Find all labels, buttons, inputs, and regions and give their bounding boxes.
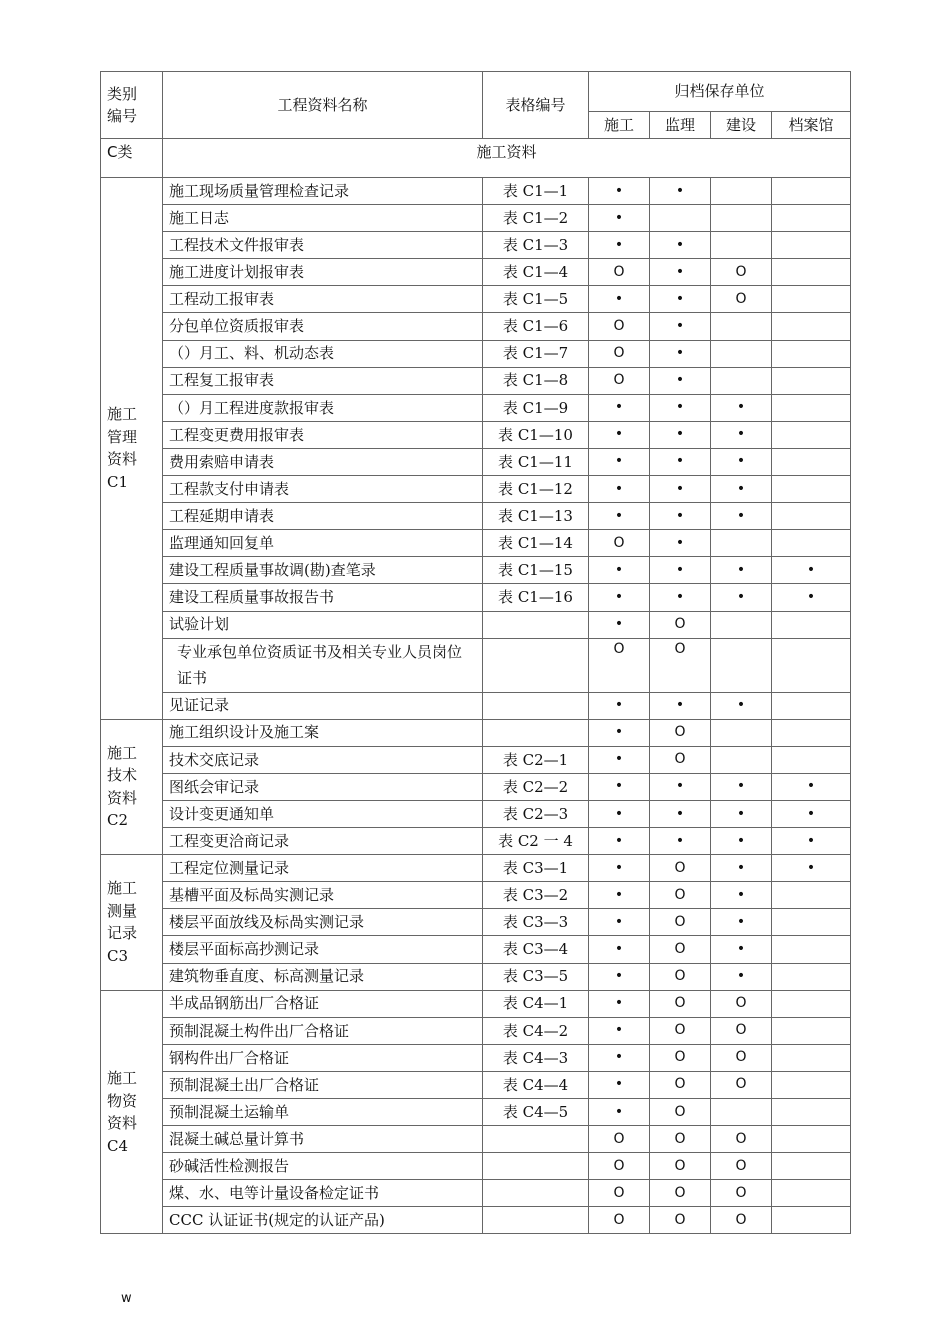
mark-supervision: O (650, 1017, 711, 1044)
mark-construction: • (589, 178, 650, 205)
mark-construction: • (589, 1099, 650, 1126)
mark-archive (772, 909, 851, 936)
mark-archive: • (772, 828, 851, 855)
table-row (101, 259, 851, 286)
mark-construction: • (589, 286, 650, 313)
section-c-code: C类 (101, 139, 163, 178)
mark-construction: • (589, 719, 650, 746)
mark-supervision: • (650, 557, 711, 584)
mark-owner (711, 313, 772, 340)
table-row (101, 367, 851, 394)
row-name: CCC 认证证书(规定的认证产品) (163, 1207, 483, 1234)
row-name: 试验计划 (163, 611, 483, 638)
mark-construction: • (589, 557, 650, 584)
row-name: 工程变更费用报审表 (163, 421, 483, 448)
table-row (101, 963, 851, 990)
mark-owner: O (711, 286, 772, 313)
row-form-code: 表 C4—2 (483, 1017, 589, 1044)
mark-supervision: • (650, 178, 711, 205)
mark-construction: • (589, 394, 650, 421)
mark-archive (772, 1071, 851, 1098)
row-name: （）月工、料、机动态表 (163, 340, 483, 367)
mark-owner (711, 638, 772, 692)
mark-archive (772, 178, 851, 205)
table-row (101, 205, 851, 232)
mark-supervision: O (650, 855, 711, 882)
mark-supervision: • (650, 800, 711, 827)
table-row (101, 828, 851, 855)
row-form-code: 表 C1—1 (483, 178, 589, 205)
row-name: 钢构件出厂合格证 (163, 1044, 483, 1071)
mark-construction: • (589, 503, 650, 530)
row-name: 分包单位资质报审表 (163, 313, 483, 340)
row-name: 设计变更通知单 (163, 800, 483, 827)
table-row (101, 638, 851, 692)
mark-construction: • (589, 855, 650, 882)
row-name: 建筑物垂直度、标高测量记录 (163, 963, 483, 990)
row-name: 图纸会审记录 (163, 773, 483, 800)
header-unit-construction: 施工 (589, 112, 650, 139)
mark-supervision: O (650, 746, 711, 773)
table-row (101, 1207, 851, 1234)
mark-archive (772, 882, 851, 909)
mark-supervision: O (650, 963, 711, 990)
row-form-code: 表 C3—1 (483, 855, 589, 882)
header-unit-archive: 档案馆 (772, 112, 851, 139)
mark-archive (772, 1099, 851, 1126)
row-form-code: 表 C1—15 (483, 557, 589, 584)
table-row (101, 530, 851, 557)
mark-construction: • (589, 611, 650, 638)
mark-supervision: • (650, 584, 711, 611)
row-form-code (483, 1180, 589, 1207)
mark-owner: • (711, 882, 772, 909)
table-row (101, 882, 851, 909)
row-form-code: 表 C2—1 (483, 746, 589, 773)
mark-supervision: O (650, 638, 711, 692)
mark-supervision: O (650, 1180, 711, 1207)
mark-supervision: • (650, 773, 711, 800)
row-name: 施工日志 (163, 205, 483, 232)
row-name: 砂碱活性检测报告 (163, 1153, 483, 1180)
row-form-code: 表 C1—13 (483, 503, 589, 530)
mark-supervision: • (650, 394, 711, 421)
mark-archive (772, 205, 851, 232)
row-form-code (483, 719, 589, 746)
group-category-label: 施工 技术 资料 C2 (101, 719, 163, 854)
header-archive-unit: 归档保存单位 (589, 72, 851, 112)
mark-supervision: • (650, 476, 711, 503)
row-form-code: 表 C4—3 (483, 1044, 589, 1071)
mark-construction: O (589, 1126, 650, 1153)
table-row (101, 448, 851, 475)
row-name: 监理通知回复单 (163, 530, 483, 557)
table-row (101, 476, 851, 503)
mark-owner: O (711, 1044, 772, 1071)
mark-owner: • (711, 692, 772, 719)
row-name: 施工进度计划报审表 (163, 259, 483, 286)
mark-archive (772, 421, 851, 448)
mark-owner: • (711, 828, 772, 855)
table-row (101, 936, 851, 963)
mark-owner: • (711, 855, 772, 882)
table-row (101, 1153, 851, 1180)
row-form-code: 表 C1—7 (483, 340, 589, 367)
row-name: 混凝土碱总量计算书 (163, 1126, 483, 1153)
mark-archive (772, 394, 851, 421)
row-name: 建设工程质量事故报告书 (163, 584, 483, 611)
mark-construction: O (589, 530, 650, 557)
row-form-code: 表 C3—3 (483, 909, 589, 936)
mark-archive (772, 476, 851, 503)
mark-archive (772, 340, 851, 367)
table-row (101, 855, 851, 882)
mark-archive (772, 638, 851, 692)
table-row (101, 340, 851, 367)
mark-construction: • (589, 1044, 650, 1071)
table-row (101, 313, 851, 340)
row-name: 工程款支付申请表 (163, 476, 483, 503)
mark-supervision (650, 205, 711, 232)
row-name: 楼层平面标高抄测记录 (163, 936, 483, 963)
mark-owner: O (711, 1207, 772, 1234)
row-form-code: 表 C2 一 4 (483, 828, 589, 855)
mark-owner (711, 232, 772, 259)
mark-supervision: O (650, 1099, 711, 1126)
mark-owner: O (711, 259, 772, 286)
table-row (101, 990, 851, 1017)
mark-construction: • (589, 800, 650, 827)
row-form-code: 表 C3—5 (483, 963, 589, 990)
mark-supervision: • (650, 286, 711, 313)
mark-supervision: O (650, 1207, 711, 1234)
header-unit-owner: 建设 (711, 112, 772, 139)
header-form-no: 表格编号 (483, 72, 589, 139)
mark-construction: • (589, 232, 650, 259)
mark-construction: • (589, 1017, 650, 1044)
mark-construction: • (589, 773, 650, 800)
mark-archive (772, 990, 851, 1017)
mark-archive (772, 611, 851, 638)
mark-supervision: O (650, 719, 711, 746)
row-form-code (483, 1153, 589, 1180)
row-form-code: 表 C2—3 (483, 800, 589, 827)
mark-owner (711, 178, 772, 205)
row-name: 预制混凝土构件出厂合格证 (163, 1017, 483, 1044)
table-row (101, 1099, 851, 1126)
mark-construction: O (589, 638, 650, 692)
mark-owner (711, 719, 772, 746)
row-name: 建设工程质量事故调(勘)查笔录 (163, 557, 483, 584)
mark-archive: • (772, 557, 851, 584)
mark-archive (772, 1180, 851, 1207)
mark-archive (772, 313, 851, 340)
mark-construction: • (589, 963, 650, 990)
table-row (101, 178, 851, 205)
mark-owner: • (711, 394, 772, 421)
row-name: 工程变更洽商记录 (163, 828, 483, 855)
mark-owner: O (711, 1153, 772, 1180)
mark-archive (772, 367, 851, 394)
row-form-code: 表 C3—4 (483, 936, 589, 963)
mark-archive (772, 530, 851, 557)
mark-supervision: • (650, 259, 711, 286)
table-row (101, 611, 851, 638)
mark-supervision: O (650, 990, 711, 1017)
mark-archive (772, 963, 851, 990)
mark-archive (772, 1017, 851, 1044)
footer-mark: w (121, 1291, 132, 1306)
mark-archive: • (772, 584, 851, 611)
table-row (101, 1044, 851, 1071)
mark-construction: O (589, 1180, 650, 1207)
mark-owner: • (711, 584, 772, 611)
mark-owner: • (711, 448, 772, 475)
row-form-code: 表 C3—2 (483, 882, 589, 909)
row-form-code: 表 C2—2 (483, 773, 589, 800)
row-name: 预制混凝土运输单 (163, 1099, 483, 1126)
mark-supervision: O (650, 909, 711, 936)
mark-supervision: • (650, 503, 711, 530)
mark-owner (711, 205, 772, 232)
row-form-code: 表 C1—3 (483, 232, 589, 259)
mark-owner: O (711, 1017, 772, 1044)
mark-archive (772, 1207, 851, 1234)
mark-archive (772, 232, 851, 259)
row-form-code (483, 692, 589, 719)
mark-owner: • (711, 421, 772, 448)
mark-owner: • (711, 936, 772, 963)
mark-construction: • (589, 1071, 650, 1098)
mark-owner: • (711, 909, 772, 936)
mark-archive (772, 1126, 851, 1153)
mark-owner: • (711, 800, 772, 827)
table-row (101, 800, 851, 827)
row-form-code: 表 C1—4 (483, 259, 589, 286)
mark-archive (772, 1044, 851, 1071)
table-row (101, 692, 851, 719)
row-name: 费用索赔申请表 (163, 448, 483, 475)
mark-construction: • (589, 882, 650, 909)
row-form-code: 表 C1—10 (483, 421, 589, 448)
table-row (101, 1017, 851, 1044)
row-form-code: 表 C1—8 (483, 367, 589, 394)
mark-construction: • (589, 448, 650, 475)
mark-owner: • (711, 557, 772, 584)
mark-archive (772, 448, 851, 475)
table-row (101, 394, 851, 421)
mark-supervision: • (650, 530, 711, 557)
row-form-code (483, 1207, 589, 1234)
mark-owner: O (711, 990, 772, 1017)
header-name: 工程资料名称 (163, 72, 483, 139)
mark-construction: O (589, 1153, 650, 1180)
table-row (101, 719, 851, 746)
row-name: 半成品钢筋出厂合格证 (163, 990, 483, 1017)
mark-archive (772, 286, 851, 313)
table-row (101, 1180, 851, 1207)
mark-supervision: • (650, 692, 711, 719)
table-row (101, 773, 851, 800)
row-name: 施工组织设计及施工案 (163, 719, 483, 746)
row-name: 煤、水、电等计量设备检定证书 (163, 1180, 483, 1207)
mark-construction: • (589, 584, 650, 611)
row-form-code (483, 638, 589, 692)
section-c-row (101, 139, 851, 178)
table-row (101, 503, 851, 530)
table-row (101, 746, 851, 773)
mark-construction: • (589, 909, 650, 936)
row-form-code: 表 C1—11 (483, 448, 589, 475)
row-name: 专业承包单位资质证书及相关专业人员岗位证书 (163, 638, 483, 692)
mark-supervision: • (650, 232, 711, 259)
row-form-code: 表 C1—6 (483, 313, 589, 340)
header-unit-supervision: 监理 (650, 112, 711, 139)
mark-archive (772, 746, 851, 773)
table-row (101, 421, 851, 448)
mark-construction: O (589, 340, 650, 367)
row-name: 工程复工报审表 (163, 367, 483, 394)
mark-supervision: • (650, 367, 711, 394)
row-form-code: 表 C1—16 (483, 584, 589, 611)
row-name: 工程技术文件报审表 (163, 232, 483, 259)
mark-owner (711, 746, 772, 773)
row-name: 见证记录 (163, 692, 483, 719)
mark-construction: O (589, 1207, 650, 1234)
mark-owner: • (711, 773, 772, 800)
mark-owner: O (711, 1180, 772, 1207)
row-name: 工程动工报审表 (163, 286, 483, 313)
row-form-code: 表 C1—2 (483, 205, 589, 232)
row-name: 预制混凝土出厂合格证 (163, 1071, 483, 1098)
mark-owner (711, 367, 772, 394)
group-category-label: 施工 管理 资料 C1 (101, 178, 163, 720)
mark-owner (711, 1099, 772, 1126)
row-form-code: 表 C4—4 (483, 1071, 589, 1098)
table-row (101, 584, 851, 611)
group-category-label: 施工 测量 记录 C3 (101, 855, 163, 990)
mark-construction: • (589, 746, 650, 773)
mark-archive (772, 259, 851, 286)
mark-construction: O (589, 367, 650, 394)
mark-archive: • (772, 800, 851, 827)
mark-owner: • (711, 503, 772, 530)
row-form-code (483, 611, 589, 638)
header-category-code: 类别 编号 (101, 72, 163, 139)
mark-archive (772, 936, 851, 963)
mark-archive (772, 719, 851, 746)
archive-table (100, 71, 851, 1234)
mark-supervision: O (650, 882, 711, 909)
section-c-title: 施工资料 (163, 139, 851, 178)
row-form-code: 表 C1—9 (483, 394, 589, 421)
mark-construction: • (589, 205, 650, 232)
mark-owner (711, 530, 772, 557)
mark-construction: O (589, 313, 650, 340)
mark-archive (772, 1153, 851, 1180)
table-row (101, 232, 851, 259)
row-form-code: 表 C1—5 (483, 286, 589, 313)
row-name: 施工现场质量管理检查记录 (163, 178, 483, 205)
row-name: 工程定位测量记录 (163, 855, 483, 882)
mark-supervision: • (650, 828, 711, 855)
table-row (101, 557, 851, 584)
header-row-1 (101, 72, 851, 112)
mark-owner: O (711, 1126, 772, 1153)
table-row (101, 909, 851, 936)
mark-archive (772, 503, 851, 530)
row-form-code: 表 C4—5 (483, 1099, 589, 1126)
mark-owner (711, 611, 772, 638)
mark-supervision: O (650, 1044, 711, 1071)
mark-construction: • (589, 692, 650, 719)
mark-owner (711, 340, 772, 367)
row-name: （）月工程进度款报审表 (163, 394, 483, 421)
mark-supervision: • (650, 340, 711, 367)
mark-supervision: • (650, 421, 711, 448)
mark-owner: • (711, 963, 772, 990)
mark-construction: • (589, 476, 650, 503)
mark-archive: • (772, 773, 851, 800)
mark-construction: • (589, 936, 650, 963)
mark-supervision: • (650, 448, 711, 475)
row-name: 基槽平面及标咼实测记录 (163, 882, 483, 909)
mark-supervision: • (650, 313, 711, 340)
mark-construction: • (589, 421, 650, 448)
mark-archive: • (772, 855, 851, 882)
mark-owner: O (711, 1071, 772, 1098)
mark-supervision: O (650, 1153, 711, 1180)
row-name: 技术交底记录 (163, 746, 483, 773)
mark-construction: O (589, 259, 650, 286)
mark-supervision: O (650, 1071, 711, 1098)
row-form-code: 表 C4—1 (483, 990, 589, 1017)
mark-supervision: O (650, 1126, 711, 1153)
mark-owner: • (711, 476, 772, 503)
table-row (101, 1126, 851, 1153)
mark-archive (772, 692, 851, 719)
mark-supervision: O (650, 611, 711, 638)
mark-construction: • (589, 828, 650, 855)
row-name: 楼层平面放线及标咼实测记录 (163, 909, 483, 936)
row-form-code: 表 C1—14 (483, 530, 589, 557)
table-row (101, 1071, 851, 1098)
mark-supervision: O (650, 936, 711, 963)
row-form-code (483, 1126, 589, 1153)
mark-construction: • (589, 990, 650, 1017)
row-form-code: 表 C1—12 (483, 476, 589, 503)
row-name: 工程延期申请表 (163, 503, 483, 530)
group-category-label: 施工 物资 资料 C4 (101, 990, 163, 1234)
table-row (101, 286, 851, 313)
